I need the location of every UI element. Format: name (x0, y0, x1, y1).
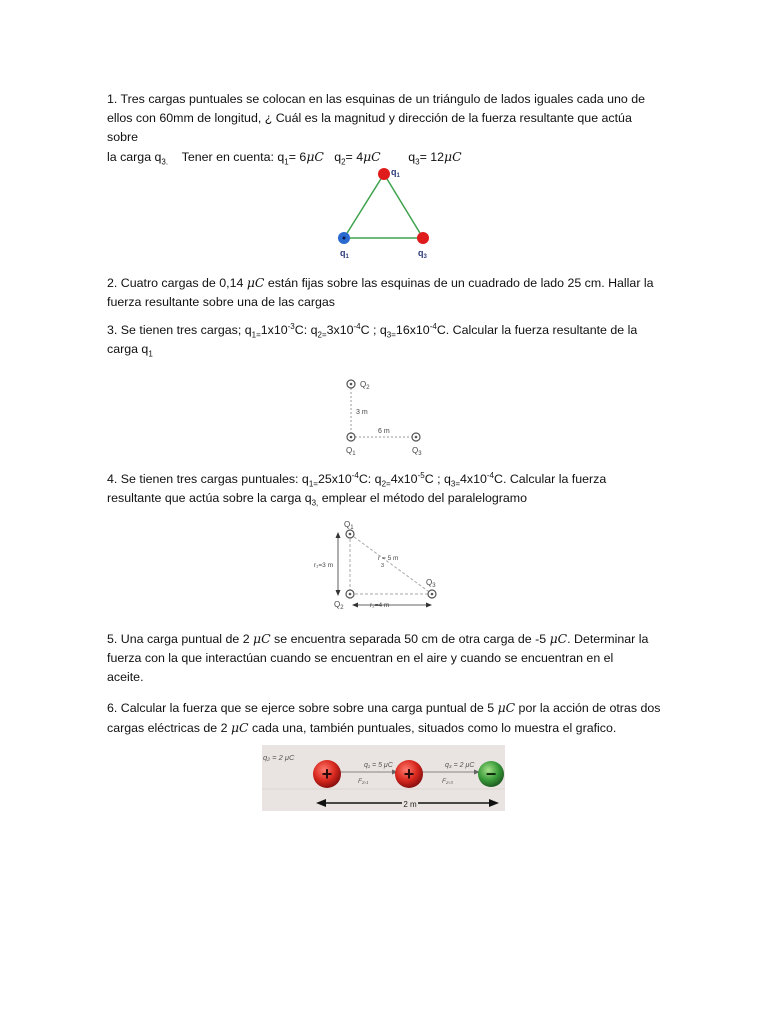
label-top: $q_1$ (391, 167, 400, 179)
svg-text:Q2: $Q_2$ (334, 600, 344, 611)
label-right: $q_3$ (418, 248, 427, 260)
distance-6m: 6 m (378, 428, 390, 435)
problem-5-line-2: fuerza con la que interactúan cuando se encuentran en el aire y cuando se encuentran en el (107, 651, 614, 665)
problem-1-line-3: la carga $q_{3.}$ Tener en cuenta: $q_1= 6\mu C$ $q_2= 4\mu C$ $q_3= 12\mu C$ (107, 149, 462, 167)
distance-r1: r₁=3 m (314, 562, 333, 569)
charge-q3-right (417, 232, 429, 244)
triangle-345-diagram (312, 518, 447, 614)
problem-4-line-1: 4. Se tienen tres cargas puntuales: $q_{1=}25x10^{-4}C$: $q_{2=}4x10^{-5}C$ ; $q_{3=}4x10^{-4}C$. Calcular la fuerza (107, 470, 607, 489)
problem-3-line-2: carga $q_1$ (107, 342, 153, 359)
problem-1 (107, 90, 663, 167)
svg-text:Q2: $Q_2$ (360, 380, 370, 391)
problem-1-line-2: ellos con 60mm de longitud, ¿ Cuál es la magnitud y dirección de la fuerza resultante que actúa sobre (107, 111, 632, 144)
svg-text:+: + (403, 764, 415, 784)
problem-6 (107, 698, 663, 738)
svg-text:q₃ = 2 μC: q₃ = 2 μC (445, 762, 475, 769)
problem-5-line-1: 5. Una carga puntual de 2 μC se encuentra separada 50 cm de otra carga de -5 μC. Determinar la (107, 631, 649, 646)
svg-text:Q3: $Q_3$ (412, 446, 422, 457)
problem-2-line-2: fuerza resultante sobre una de las cargas (107, 295, 335, 309)
label-left: $q_1$ (340, 248, 349, 260)
problem-2 (107, 273, 663, 312)
svg-text:F₂,₃: F₂,₃ (442, 778, 453, 785)
svg-text:2 m: 2 m (403, 800, 417, 809)
triangle-diagram (330, 162, 440, 262)
svg-text:q₂ = 2 μC: q₂ = 2 μC (263, 753, 295, 762)
problem-4-line-2: resultante que actúa sobre la carga $q_{3,}$ emplear el método del paralelogramo (107, 491, 527, 508)
distance-3m: 3 m (356, 409, 368, 416)
problem-4 (107, 470, 663, 508)
svg-text:+: + (321, 764, 333, 784)
distance-r2: r₂=4 m (370, 602, 390, 609)
distance-r3: r = 5 m (378, 555, 399, 562)
svg-text:3: 3 (381, 563, 385, 569)
right-angle-charges-diagram (338, 373, 438, 461)
svg-text:F₂,₁: F₂,₁ (358, 778, 369, 785)
problem-1-line-1: 1. Tres cargas puntuales se colocan en las esquinas de un triángulo de lados iguales cada uno de (107, 92, 645, 106)
charge-q1-top (378, 168, 390, 180)
svg-text:Q1: $Q_1$ (346, 446, 356, 457)
linear-charges-photo (262, 745, 505, 811)
svg-text:−: − (485, 764, 497, 784)
problem-3-line-1: 3. Se tienen tres cargas; $q_{1=}1x10^{-3}C$: $q_{2=}3x10^{-4}C$ ; $q_{3=}16x10^{-4}C$. Calcular la fuerza resultante de la (107, 321, 638, 340)
svg-text:Q3: $Q_3$ (426, 578, 436, 589)
problem-6-line-1: 6. Calcular la fuerza que se ejerce sobre sobre una carga puntual de 5 μC por la acción de otras dos (107, 700, 661, 715)
problem-5 (107, 629, 663, 687)
problem-2-line-1: 2. Cuatro cargas de 0,14 μC están fijas sobre las esquinas de un cuadrado de lado 25 cm. Hallar la (107, 275, 654, 290)
triangle-side-right (384, 174, 423, 238)
problem-6-line-2: cargas eléctricas de 2 μC cada una, también puntuales, situados como lo muestra el grafico. (107, 720, 617, 735)
problem-5-line-3: aceite. (107, 670, 144, 684)
problem-3 (107, 321, 663, 359)
triangle-side-left (344, 174, 384, 238)
svg-text:q₁ = 5 μC: q₁ = 5 μC (364, 762, 393, 769)
svg-text:Q1: $Q_1$ (344, 520, 354, 531)
